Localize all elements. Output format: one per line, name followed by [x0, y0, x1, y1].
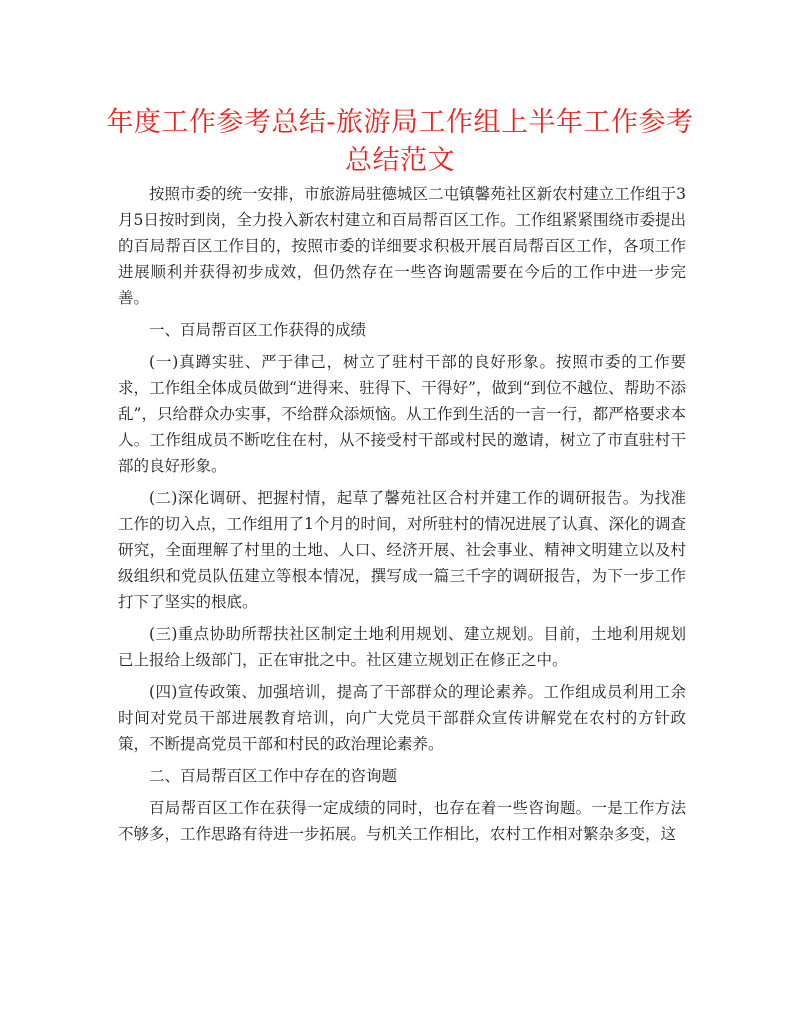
achievement-paragraph-2: (二)深化调研、把握村情，起草了馨苑社区合村并建工作的调研报告。为找准工作的切入点，工作组用了1个月的时间，对所驻村的情况进展了认真、深化的调查研究，全面理解了村里的土地、人口、经济开展、社会事业、精神文明建立以及村级组织和党员队伍建立等根本情况，撰写成一篇三千字的调研报告，为下一步工作打下了坚实的根底。 [118, 489, 686, 611]
section-heading-problems: 二、百局帮百区工作中存在的咨询题 [149, 767, 398, 785]
document-body [118, 181, 686, 853]
document-title: 年度工作参考总结-旅游局工作组上半年工作参考总结范文 [106, 107, 694, 176]
section-heading-achievements: 一、百局帮百区工作获得的成绩 [149, 321, 367, 339]
intro-paragraph: 按照市委的统一安排，市旅游局驻德城区二屯镇馨苑社区新农村建立工作组于3月5日按时到岗，全力投入新农村建立和百局帮百区工作。工作组紧紧围绕市委提出的百局帮百区工作目的，按照市委的详细要求积极开展百局帮百区工作，各项工作进展顺利并获得初步成效，但仍然存在一些咨询题需要在今后的工作中进一步完善。 [118, 185, 686, 307]
achievement-paragraph-4: (四)宣传政策、加强培训，提高了干部群众的理论素养。工作组成员利用工余时间对党员干部进展教育培训，向广大党员干部群众宣传讲解党在农村的方针政策，不断提高党员干部和村民的政治理论素养。 [118, 683, 686, 753]
problems-paragraph: 百局帮百区工作在获得一定成绩的同时，也存在着一些咨询题。一是工作方法不够多，工作思路有待进一步拓展。与机关工作相比，农村工作相对繁杂多变，这 [118, 799, 686, 843]
achievement-paragraph-1: (一)真蹲实驻、严于律己，树立了驻村干部的良好形象。按照市委的工作要求，工作组全体成员做到“进得来、驻得下、干得好”，做到“到位不越位、帮助不添乱”，只给群众办实事，不给群众添烦恼。从工作到生活的一言一行，都严格要求本人。工作组成员不断吃住在村，从不接受村干部或村民的邀请，树立了市直驻村干部的良好形象。 [118, 353, 686, 475]
achievement-paragraph-3: (三)重点协助所帮扶社区制定土地利用规划、建立规划。目前，土地利用规划已上报给上级部门，正在审批之中。社区建立规划正在修正之中。 [118, 625, 686, 669]
